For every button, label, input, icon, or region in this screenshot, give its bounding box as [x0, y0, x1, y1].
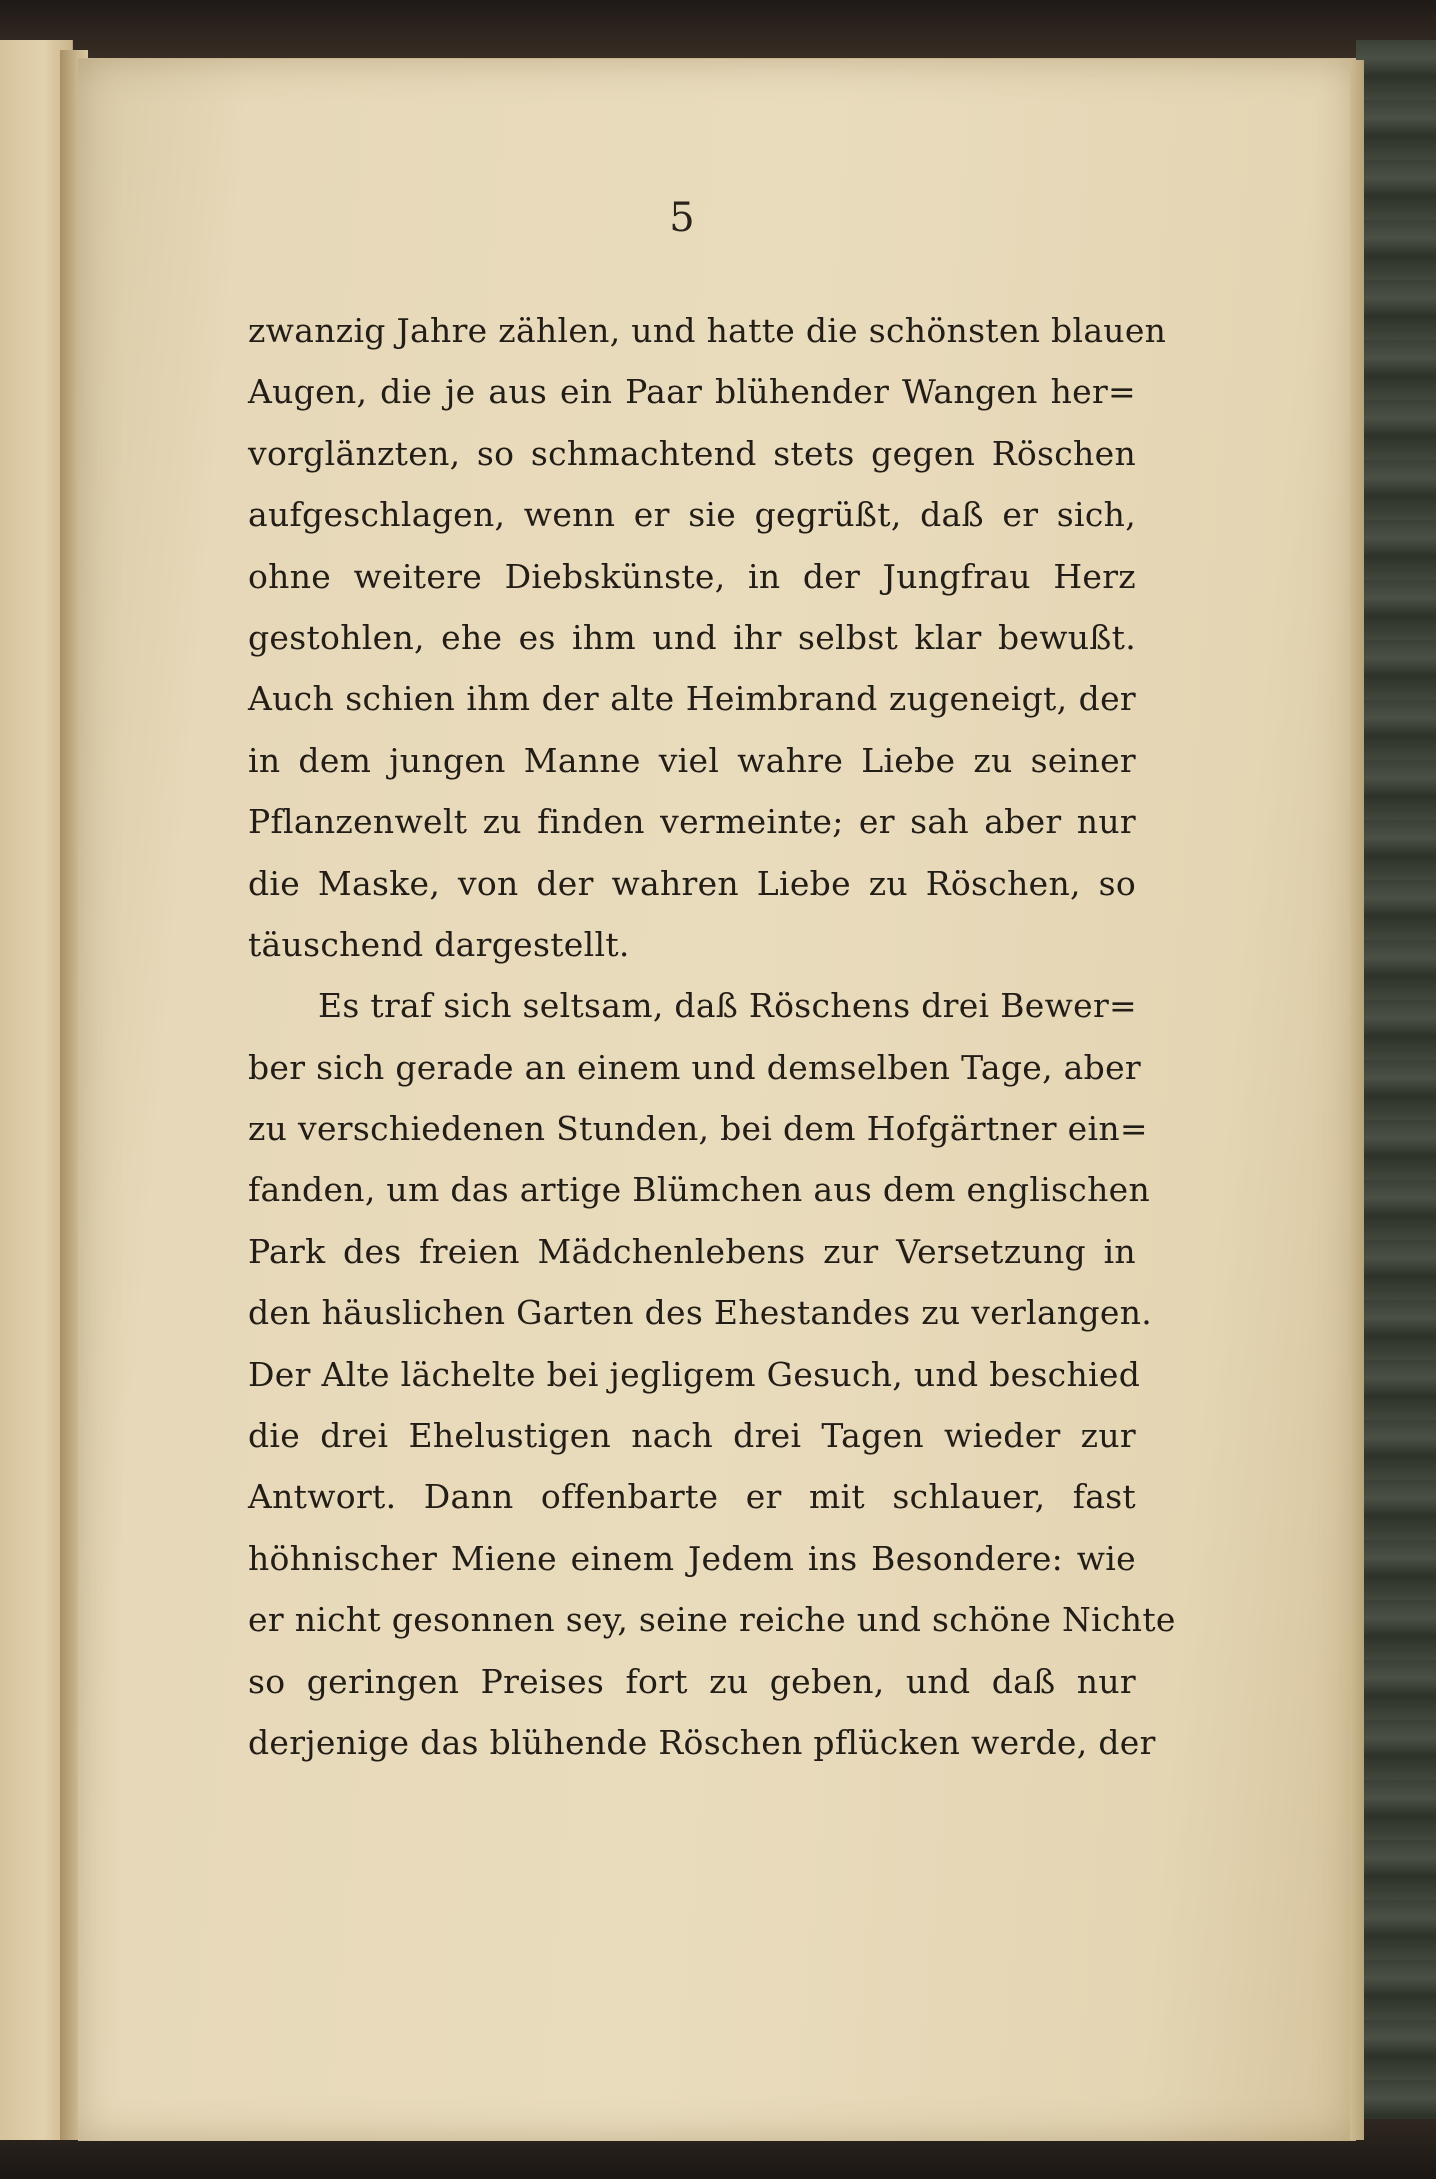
text-line: gestohlen, ehe es ihm und ihr selbst klar bewußt. [248, 617, 1136, 657]
cover-spine-edge [1356, 40, 1436, 2150]
text-line: ohne weitere Diebskünste, in der Jungfrau Herz [248, 556, 1136, 596]
text-line: höhnischer Miene einem Jedem ins Besondere: wie [248, 1538, 1136, 1578]
text-line: aufgeschlagen, wenn er sie gegrüßt, daß er sich, [248, 495, 1136, 535]
text-line: zu verschiedenen Stunden, bei dem Hofgärtner ein= [248, 1109, 1148, 1149]
text-line: so geringen Preises fort zu geben, und daß nur [248, 1661, 1136, 1701]
text-line: er nicht gesonnen sey, seine reiche und schöne Nichte [248, 1600, 1176, 1640]
text-line: Der Alte lächelte bei jegligem Gesuch, und beschied [248, 1354, 1141, 1394]
page-number: 5 [669, 195, 695, 241]
text-line: fanden, um das artige Blümchen aus dem englischen [248, 1170, 1151, 1210]
paragraph-end-line: täuschend dargestellt. [248, 924, 630, 964]
text-line: in dem jungen Manne viel wahre Liebe zu seiner [248, 740, 1136, 780]
text-line: vorglänzten, so schmachtend stets gegen Röschen [248, 433, 1136, 473]
text-line: Auch schien ihm der alte Heimbrand zugeneigt, der [248, 679, 1136, 719]
text-line: Pflanzenwelt zu finden vermeinte; er sah aber nur [248, 802, 1136, 842]
page-fore-edge [1350, 60, 1364, 2140]
text-line: Antwort. Dann offenbarte er mit schlauer, fast [248, 1477, 1136, 1517]
text-line: ber sich gerade an einem und demselben Tage, aber [248, 1047, 1141, 1087]
paragraph-start-line: Es traf sich seltsam, daß Röschens drei Bewer= [318, 986, 1137, 1026]
body-text [248, 300, 1176, 1773]
cover-top-edge [0, 0, 1436, 62]
text-line: die Maske, von der wahren Liebe zu Röschen, so [248, 863, 1136, 903]
text-line: die drei Ehelustigen nach drei Tagen wieder zur [248, 1416, 1136, 1456]
text-line: Augen, die je aus ein Paar blühender Wangen her= [248, 372, 1136, 412]
text-line: derjenige das blühende Röschen pflücken werde, der [248, 1722, 1156, 1762]
text-line: Park des freien Mädchenlebens zur Versetzung in [248, 1231, 1136, 1271]
text-line: zwanzig Jahre zählen, und hatte die schönsten blauen [248, 311, 1167, 350]
text-line: den häuslichen Garten des Ehestandes zu verlangen. [248, 1293, 1153, 1333]
